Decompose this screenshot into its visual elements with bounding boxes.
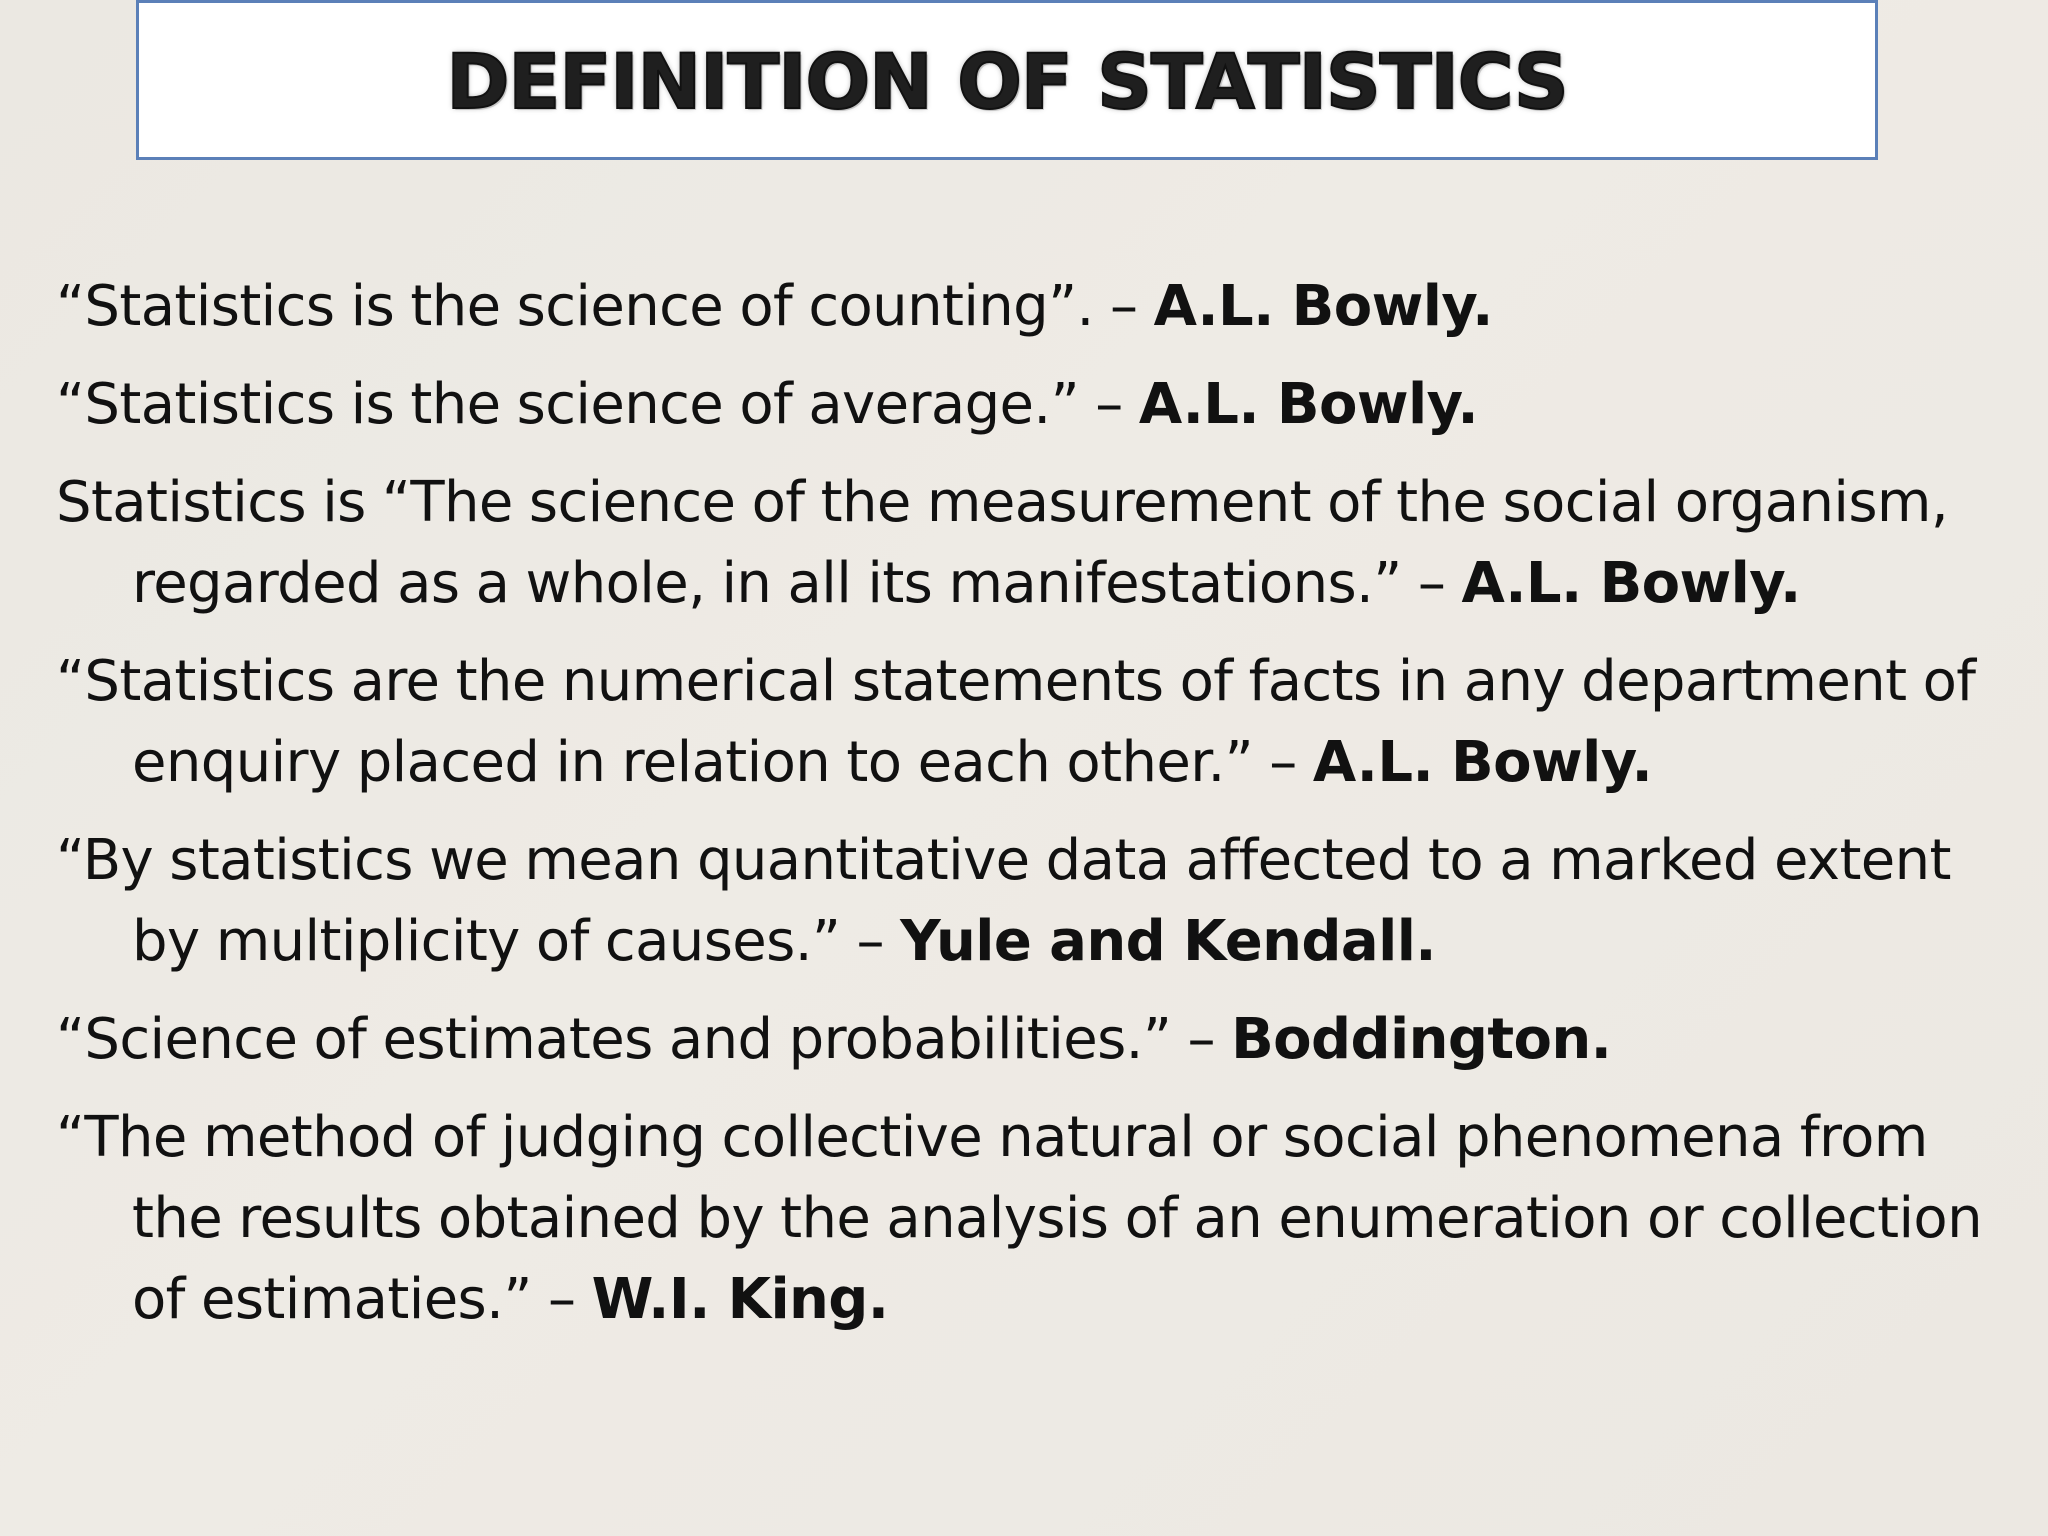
definition-author: A.L. Bowly. xyxy=(1153,274,1493,339)
definition-author: A.L. Bowly. xyxy=(1461,551,1801,616)
definition-item xyxy=(56,462,2016,624)
definition-dash: – xyxy=(1171,1007,1232,1072)
definition-item xyxy=(56,999,2016,1080)
definition-text: “The method of judging collective natural or social phenomena from the results obtained by the analysis of an enumeration or collection of estimaties.” xyxy=(56,1105,1982,1332)
definition-item xyxy=(56,641,2016,803)
definition-item xyxy=(56,1097,2016,1340)
definition-item xyxy=(56,364,2016,445)
definition-text: “By statistics we mean quantitative data affected to a marked extent by multiplicity of causes.” xyxy=(56,828,1951,974)
definition-text: “Statistics are the numerical statements of facts in any department of enquiry placed in relation to each other.” xyxy=(56,649,1976,795)
definition-author: A.L. Bowly. xyxy=(1312,730,1653,795)
definition-item xyxy=(56,266,2016,347)
definition-dash: – xyxy=(1079,372,1139,437)
slide-title: DEFINITION OF STATISTICS xyxy=(446,36,1568,126)
definitions-list xyxy=(56,266,2016,1357)
definition-author: Boddington. xyxy=(1231,1007,1612,1072)
definition-text: Statistics is “The science of the measurement of the social organism, regarded as a whole, in all its manifestations.” xyxy=(56,470,1949,616)
definition-item xyxy=(56,820,2016,982)
title-box xyxy=(136,0,1878,160)
definition-author: A.L. Bowly. xyxy=(1138,372,1479,437)
definition-author: W.I. King. xyxy=(591,1267,889,1332)
definition-text: “Science of estimates and probabilities.” xyxy=(56,1007,1172,1072)
definition-dash: – xyxy=(531,1267,592,1332)
definition-dash: – xyxy=(1093,274,1154,339)
definition-dash: – xyxy=(1253,730,1313,795)
definition-text: “Statistics is the science of counting”. xyxy=(56,274,1094,339)
definition-text: “Statistics is the science of average.” xyxy=(56,372,1079,437)
definition-author: Yule and Kendall. xyxy=(900,909,1436,974)
definition-dash: – xyxy=(1401,551,1462,616)
definition-dash: – xyxy=(840,909,901,974)
